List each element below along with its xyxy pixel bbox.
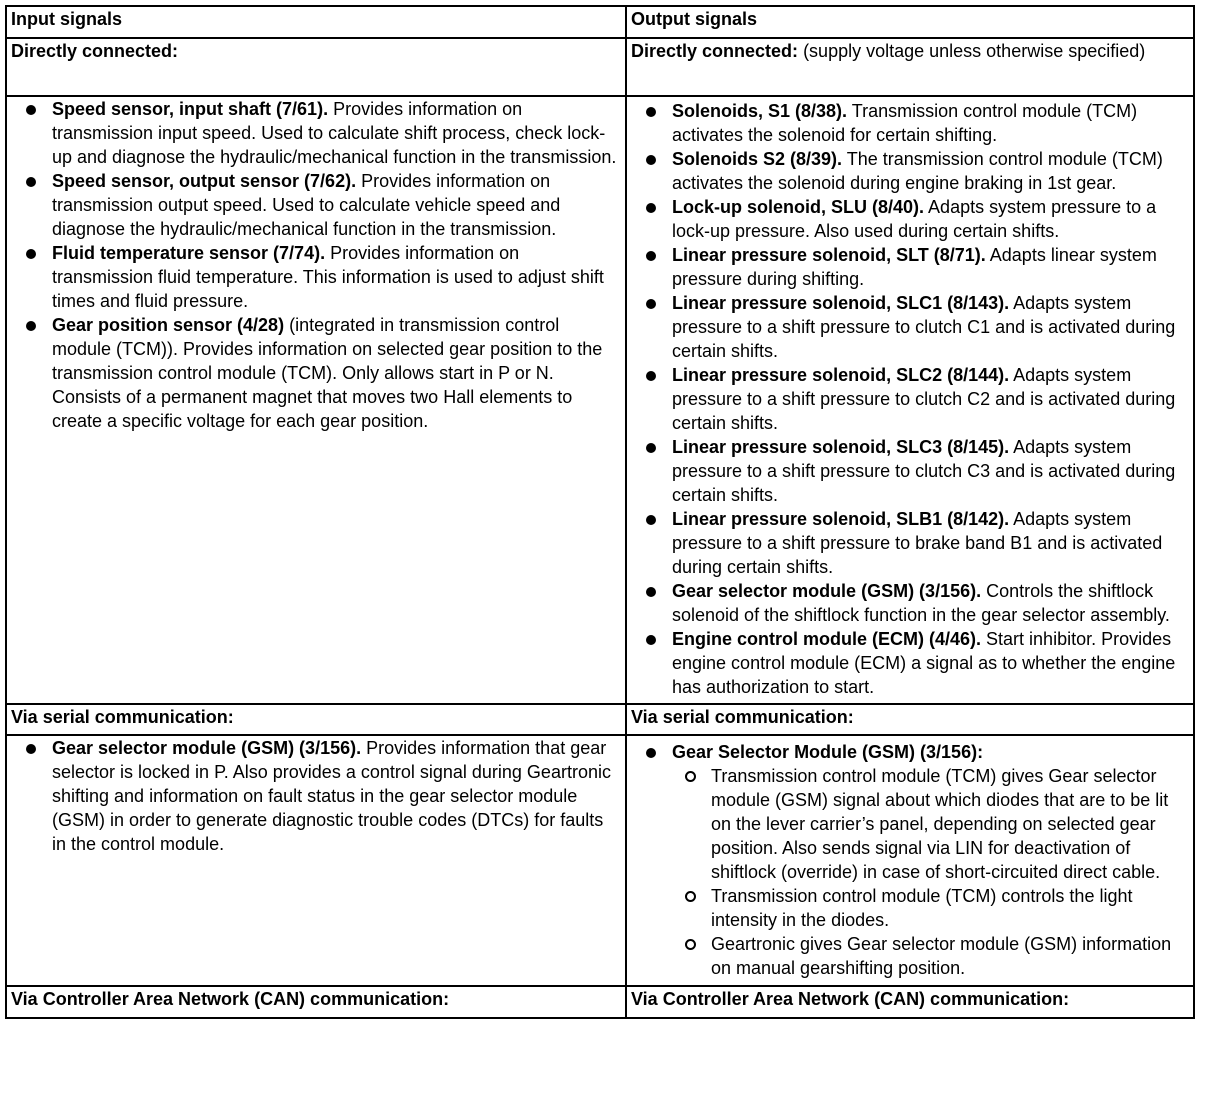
direct-content-row xyxy=(6,96,1194,704)
output-direct-note: (supply voltage unless otherwise specified) xyxy=(803,41,1146,61)
output-direct-label xyxy=(626,38,1194,96)
signals-document xyxy=(5,5,1193,1019)
input-serial-list xyxy=(11,736,621,856)
output-signals-header: Output signals xyxy=(626,6,1194,38)
item-text: (integrated in transmission control module (TCM)). Provides information on selected gear position to the transmission control module (TCM). Only allows start in P or N. Consists of a permanent magnet that moves two Hall elements to create a specific voltage for each gear position. xyxy=(52,315,603,431)
output-direct-label-text: Directly connected: xyxy=(631,41,799,61)
list-item xyxy=(11,241,621,313)
item-title: Lock-up solenoid, SLU (8/40). xyxy=(672,197,925,217)
item-title: Gear selector module (GSM) (3/156). xyxy=(52,738,362,758)
item-title: Linear pressure solenoid, SLT (8/71). xyxy=(672,245,986,265)
serial-label-row xyxy=(6,704,1194,735)
item-title: Linear pressure solenoid, SLC2 (8/144). xyxy=(672,365,1010,385)
sub-list-item: Geartronic gives Gear selector module (GSM) information on manual gearshifting position. xyxy=(672,932,1189,980)
input-can-label: Via Controller Area Network (CAN) communication: xyxy=(6,986,626,1018)
signals-table xyxy=(5,5,1195,1019)
list-item xyxy=(631,435,1189,507)
item-title: Fluid temperature sensor (7/74). xyxy=(52,243,326,263)
header-row xyxy=(6,6,1194,38)
input-signals-header: Input signals xyxy=(6,6,626,38)
item-title: Gear position sensor (4/28) xyxy=(52,315,285,335)
input-serial-label: Via serial communication: xyxy=(6,704,626,735)
output-serial-sublist xyxy=(672,764,1189,980)
direct-label-row xyxy=(6,38,1194,96)
list-item xyxy=(11,736,621,856)
item-text: Adapts system pressure to a lock-up pressure. Also used during certain shifts. xyxy=(672,197,1157,241)
item-text: Adapts system pressure to a shift pressure to clutch C3 and is activated during certain shifts. xyxy=(672,437,1176,505)
output-direct-cell xyxy=(626,96,1194,704)
item-text: Provides information on transmission input speed. Used to calculate shift process, check lock-up and diagnose the hydraulic/mechanical function in the transmission. xyxy=(52,99,617,167)
item-title: Solenoids, S1 (8/38). xyxy=(672,101,848,121)
list-item xyxy=(631,507,1189,579)
list-item xyxy=(631,243,1189,291)
item-text: Start inhibitor. Provides engine control module (ECM) a signal as to whether the engine has authorization to start. xyxy=(672,629,1176,697)
item-text: The transmission control module (TCM) activates the solenoid during engine braking in 1st gear. xyxy=(672,149,1163,193)
item-text: Adapts system pressure to a shift pressure to clutch C2 and is activated during certain shifts. xyxy=(672,365,1176,433)
sub-list-item: Transmission control module (TCM) controls the light intensity in the diodes. xyxy=(672,884,1189,932)
output-serial-list xyxy=(631,740,1189,980)
input-direct-list xyxy=(11,97,621,433)
item-title: Gear selector module (GSM) (3/156). xyxy=(672,581,982,601)
item-text: Adapts linear system pressure during shifting. xyxy=(672,245,1157,289)
serial-content-row xyxy=(6,735,1194,986)
list-item xyxy=(631,627,1189,699)
list-item xyxy=(631,195,1189,243)
list-item xyxy=(631,363,1189,435)
sub-list-item: Transmission control module (TCM) gives Gear selector module (GSM) signal about which diodes that are to be lit on the lever carrier’s panel, depending on selected gear position. Also sends signal via LIN for deactivation of shiftlock (override) in case of short-circuited direct cable. xyxy=(672,764,1189,884)
list-item xyxy=(11,97,621,169)
item-title: Linear pressure solenoid, SLB1 (8/142). xyxy=(672,509,1010,529)
list-item xyxy=(631,291,1189,363)
list-item xyxy=(631,579,1189,627)
list-item xyxy=(631,99,1189,147)
item-title: Solenoids S2 (8/39). xyxy=(672,149,843,169)
item-text: Provides information that gear selector is locked in P. Also provides a control signal during Geartronic shifting and information on fault status in the gear selector module (GSM) in order to generate diagnostic trouble codes (DTCs) for faults in the control module. xyxy=(52,738,611,854)
item-text: Adapts system pressure to a shift pressure to brake band B1 and is activated during certain shifts. xyxy=(672,509,1163,577)
list-item xyxy=(631,147,1189,195)
item-text: Controls the shiftlock solenoid of the shiftlock function in the gear selector assembly. xyxy=(672,581,1170,625)
item-title: Engine control module (ECM) (4/46). xyxy=(672,629,982,649)
item-text: Provides information on transmission output speed. Used to calculate vehicle speed and diagnose the hydraulic/mechanical function in the transmission. xyxy=(52,171,561,239)
output-serial-cell xyxy=(626,735,1194,986)
output-direct-list xyxy=(631,99,1189,699)
input-direct-cell xyxy=(6,96,626,704)
list-item xyxy=(11,169,621,241)
item-title: Speed sensor, output sensor (7/62). xyxy=(52,171,357,191)
item-title: Gear Selector Module (GSM) (3/156): xyxy=(672,742,984,762)
item-title: Linear pressure solenoid, SLC1 (8/143). xyxy=(672,293,1010,313)
item-text: Provides information on transmission fluid temperature. This information is used to adjust shift times and fluid pressure. xyxy=(52,243,604,311)
input-serial-cell xyxy=(6,735,626,986)
output-can-label: Via Controller Area Network (CAN) communication: xyxy=(626,986,1194,1018)
item-title: Speed sensor, input shaft (7/61). xyxy=(52,99,329,119)
list-item xyxy=(631,740,1189,980)
can-label-row xyxy=(6,986,1194,1018)
input-direct-label xyxy=(6,38,626,96)
item-title: Linear pressure solenoid, SLC3 (8/145). xyxy=(672,437,1010,457)
input-direct-label-text: Directly connected: xyxy=(11,41,179,61)
item-text: Transmission control module (TCM) activates the solenoid for certain shifting. xyxy=(672,101,1138,145)
list-item xyxy=(11,313,621,433)
output-serial-label: Via serial communication: xyxy=(626,704,1194,735)
item-text: Adapts system pressure to a shift pressure to clutch C1 and is activated during certain shifts. xyxy=(672,293,1176,361)
